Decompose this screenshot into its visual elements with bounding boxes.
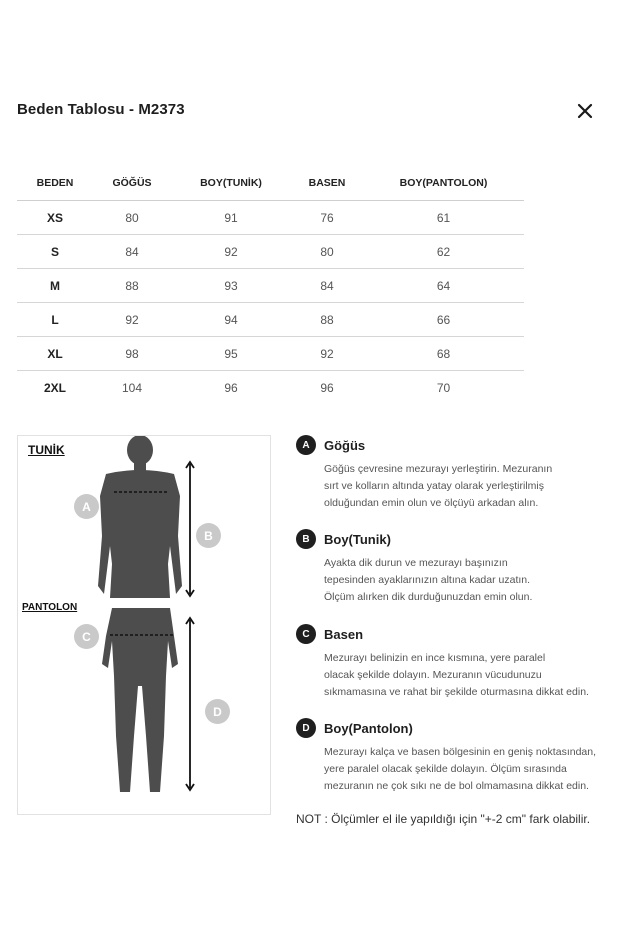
size-cell: XS bbox=[17, 201, 93, 235]
table-cell: 96 bbox=[320, 380, 334, 395]
description-line: Mezurayı belinizin en ince kısmına, yere paralel bbox=[324, 652, 546, 664]
table-cell: 92 bbox=[291, 337, 363, 371]
section-description bbox=[324, 744, 606, 795]
description-line: Ayakta dik durun ve mezurayı başınızın bbox=[324, 557, 508, 569]
table-row bbox=[17, 337, 524, 371]
section-description bbox=[324, 650, 606, 701]
marker-d: D bbox=[205, 699, 230, 724]
table-row bbox=[17, 201, 524, 235]
table-cell: 80 bbox=[291, 235, 363, 269]
table-cell: 70 bbox=[436, 380, 451, 395]
size-cell: S bbox=[17, 235, 93, 269]
section-title: Basen bbox=[324, 626, 364, 642]
table-cell: 61 bbox=[363, 201, 524, 235]
table-row bbox=[17, 303, 524, 337]
table-cell: 84 bbox=[291, 269, 363, 303]
column-header: GÖĞÜS bbox=[93, 166, 171, 201]
table-cell: 80 bbox=[93, 201, 171, 235]
table-cell: 68 bbox=[363, 337, 524, 371]
size-cell: XL bbox=[17, 337, 93, 371]
table-cell: 94 bbox=[171, 303, 291, 337]
size-cell: M bbox=[17, 269, 93, 303]
description-line: tepesinden ayaklarınızın altına kadar uzatın. bbox=[324, 574, 531, 586]
table-cell: 62 bbox=[363, 235, 524, 269]
table-cell: 88 bbox=[93, 269, 171, 303]
table-cell: 76 bbox=[291, 201, 363, 235]
description-line: olduğundan emin olun ve ölçüyü arkadan alın. bbox=[324, 497, 539, 509]
table-row bbox=[17, 269, 524, 303]
description-line: olacak şekilde dolayın. Mezuranın vücudunuzu bbox=[324, 669, 542, 681]
table-cell: 95 bbox=[171, 337, 291, 371]
table-cell: 104 bbox=[121, 380, 143, 395]
tunik-label: TUNİK bbox=[28, 443, 65, 457]
section-description bbox=[324, 555, 606, 606]
description-line: Göğüs çevresine mezurayı yerleştirin. Mezuranın bbox=[324, 463, 553, 475]
description-line: sıkmamasına ve rahat bir şekilde oturmasına dikkat edin. bbox=[324, 686, 589, 698]
column-header: BEDEN bbox=[17, 166, 93, 201]
section-boy-pantolon bbox=[296, 718, 606, 795]
description-line: mezuranın ne çok sıkı ne de bol olmamasına dikkat edin. bbox=[324, 780, 589, 792]
badge-b: B bbox=[296, 529, 316, 549]
column-header: BASEN bbox=[291, 166, 363, 201]
table-cell: 88 bbox=[291, 303, 363, 337]
section-basen bbox=[296, 624, 606, 701]
table-header-row bbox=[17, 166, 524, 201]
description-line: Ölçüm alırken dik durduğunuzdan emin olun. bbox=[324, 591, 533, 603]
size-cell: L bbox=[17, 303, 93, 337]
description-line: sırt ve kolların altında yatay olarak yerleştirilmiş bbox=[324, 480, 544, 492]
table-row bbox=[17, 371, 524, 405]
badge-d: D bbox=[296, 718, 316, 738]
body-silhouette bbox=[18, 436, 270, 814]
table-cell: 98 bbox=[93, 337, 171, 371]
marker-b: B bbox=[196, 523, 221, 548]
close-icon[interactable] bbox=[574, 100, 596, 122]
size-cell: 2XL bbox=[43, 380, 66, 395]
badge-c: C bbox=[296, 624, 316, 644]
description-line: Mezurayı kalça ve basen bölgesinin en geniş noktasından, bbox=[324, 746, 597, 758]
pantolon-label: PANTOLON bbox=[22, 602, 78, 613]
table-row bbox=[17, 235, 524, 269]
column-header: BOY(TUNİK) bbox=[171, 166, 291, 201]
measurement-note: NOT : Ölçümler el ile yapıldığı için "+-2 cm" fark olabilir. bbox=[296, 812, 591, 826]
close-icon-glyph bbox=[574, 100, 596, 122]
table-cell: 66 bbox=[363, 303, 524, 337]
table-cell: 93 bbox=[171, 269, 291, 303]
badge-a: A bbox=[296, 435, 316, 455]
description-line: yere paralel olacak şekilde dolayın. Ölçüm sırasında bbox=[324, 763, 567, 775]
marker-c: C bbox=[74, 624, 99, 649]
section-title: Boy(Tunik) bbox=[324, 531, 391, 547]
table-cell: 92 bbox=[171, 235, 291, 269]
page-title: Beden Tablosu - M2373 bbox=[17, 101, 185, 118]
section-description bbox=[324, 461, 606, 512]
size-table bbox=[17, 166, 524, 404]
table-cell: 84 bbox=[93, 235, 171, 269]
section-boy-tunik bbox=[296, 529, 606, 606]
section-gogus bbox=[296, 435, 606, 512]
table-cell: 64 bbox=[363, 269, 524, 303]
marker-a: A bbox=[74, 494, 99, 519]
table-cell: 92 bbox=[93, 303, 171, 337]
section-title: Göğüs bbox=[324, 437, 366, 453]
table-cell: 96 bbox=[224, 380, 238, 395]
measurement-figure bbox=[17, 435, 271, 815]
column-header: BOY(PANTOLON) bbox=[363, 166, 524, 201]
table-cell: 91 bbox=[171, 201, 291, 235]
section-title: Boy(Pantolon) bbox=[324, 720, 413, 736]
